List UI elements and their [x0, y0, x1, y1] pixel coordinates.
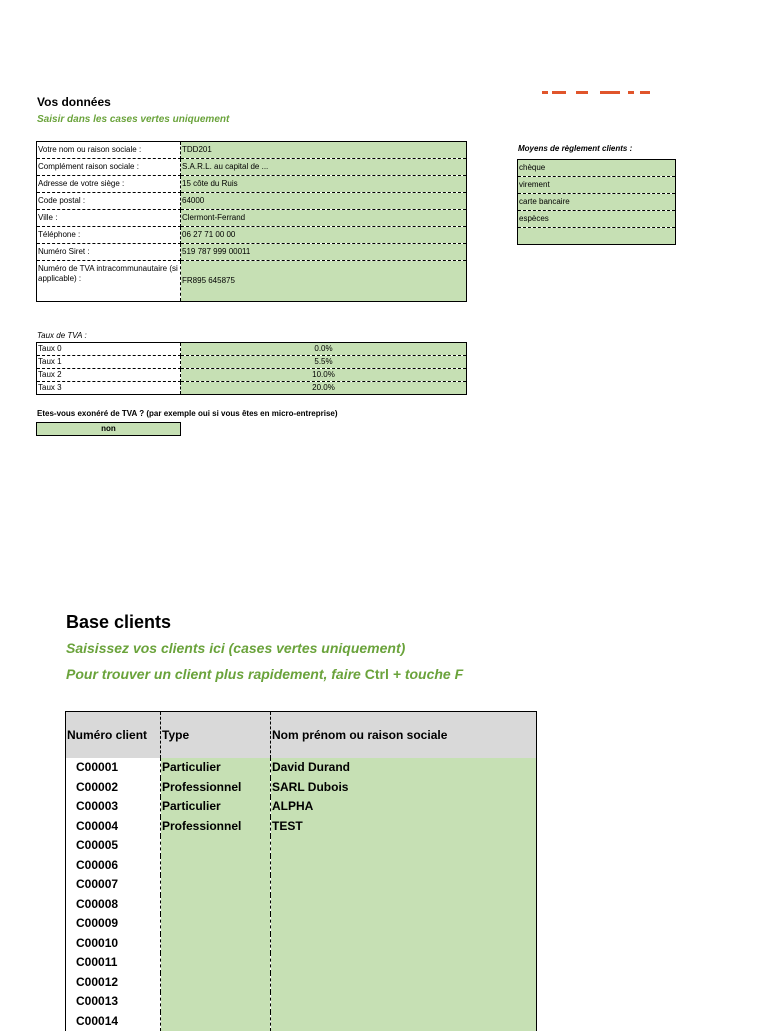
client-number: C00005	[66, 836, 161, 856]
client-type[interactable]: Particulier	[161, 758, 271, 778]
table-row	[66, 817, 537, 837]
search-hint-suffix: + touche F	[389, 666, 463, 682]
client-name[interactable]	[271, 1012, 537, 1031]
tva-value[interactable]: 5.5%	[181, 356, 467, 369]
client-name[interactable]: SARL Dubois	[271, 778, 537, 798]
client-number: C00002	[66, 778, 161, 798]
payment-method-item[interactable]: chèque	[518, 160, 676, 177]
payment-method-item[interactable]: carte bancaire	[518, 194, 676, 211]
info-label: Adresse de votre siège :	[37, 176, 181, 193]
client-name[interactable]	[271, 992, 537, 1012]
info-value-city[interactable]: Clermont-Ferrand	[181, 210, 467, 227]
table-row	[66, 934, 537, 954]
vat-exemption-question: Etes-vous exonéré de TVA ? (par exemple oui si vous êtes en micro-entreprise)	[37, 409, 338, 418]
table-row	[66, 778, 537, 798]
column-header-number: Numéro client	[66, 712, 161, 759]
info-value-postal-code[interactable]: 64000	[181, 193, 467, 210]
table-row	[66, 875, 537, 895]
info-label: Votre nom ou raison sociale :	[37, 142, 181, 159]
client-number: C00013	[66, 992, 161, 1012]
client-number: C00008	[66, 895, 161, 915]
logo-fragment	[542, 88, 650, 96]
info-label: Ville :	[37, 210, 181, 227]
client-type[interactable]	[161, 836, 271, 856]
client-type[interactable]	[161, 992, 271, 1012]
payment-methods-table	[517, 159, 676, 245]
client-name[interactable]	[271, 973, 537, 993]
client-number: C00010	[66, 934, 161, 954]
client-number: C00003	[66, 797, 161, 817]
client-type[interactable]	[161, 1012, 271, 1031]
client-name[interactable]	[271, 875, 537, 895]
column-header-name: Nom prénom ou raison sociale	[271, 712, 537, 759]
client-type[interactable]: Particulier	[161, 797, 271, 817]
client-name[interactable]: TEST	[271, 817, 537, 837]
payment-method-item[interactable]	[518, 228, 676, 245]
client-name[interactable]	[271, 953, 537, 973]
tva-value[interactable]: 20.0%	[181, 382, 467, 395]
company-info-table	[36, 141, 467, 302]
client-type[interactable]	[161, 875, 271, 895]
column-header-type: Type	[161, 712, 271, 759]
tva-table	[36, 342, 467, 395]
vat-exemption-answer[interactable]: non	[36, 422, 181, 436]
info-value-siret[interactable]: 519 787 999 00011	[181, 244, 467, 261]
clients-table	[65, 711, 537, 1031]
base-clients-search-hint	[66, 666, 463, 682]
client-name[interactable]	[271, 836, 537, 856]
tva-value[interactable]: 10.0%	[181, 369, 467, 382]
table-row	[66, 856, 537, 876]
base-clients-subtitle: Saisissez vos clients ici (cases vertes uniquement)	[66, 640, 405, 656]
base-clients-title: Base clients	[66, 612, 171, 633]
info-value-complement[interactable]: S.A.R.L. au capital de ...	[181, 159, 467, 176]
info-value-address[interactable]: 15 côte du Ruis	[181, 176, 467, 193]
client-number: C00006	[66, 856, 161, 876]
info-label: Téléphone :	[37, 227, 181, 244]
client-name[interactable]	[271, 895, 537, 915]
table-row	[66, 973, 537, 993]
table-row	[66, 895, 537, 915]
info-value-name[interactable]: TDD201	[181, 142, 467, 159]
table-row	[66, 914, 537, 934]
tva-label: Taux 2	[37, 369, 181, 382]
client-number: C00004	[66, 817, 161, 837]
table-row	[66, 836, 537, 856]
table-row	[66, 1012, 537, 1031]
info-label: Complément raison sociale :	[37, 159, 181, 176]
vos-donnees-subtitle: Saisir dans les cases vertes uniquement	[37, 114, 229, 125]
payment-methods-title: Moyens de règlement clients :	[518, 144, 632, 153]
client-type[interactable]: Professionnel	[161, 778, 271, 798]
vos-donnees-title: Vos données	[37, 95, 111, 109]
tva-label: Taux 1	[37, 356, 181, 369]
client-type[interactable]	[161, 914, 271, 934]
client-type[interactable]	[161, 934, 271, 954]
client-name[interactable]	[271, 914, 537, 934]
tva-label: Taux 3	[37, 382, 181, 395]
table-row	[66, 953, 537, 973]
table-row	[66, 758, 537, 778]
client-name[interactable]: ALPHA	[271, 797, 537, 817]
search-hint-prefix: Pour trouver un client plus rapidement, faire	[66, 666, 365, 682]
info-label: Code postal :	[37, 193, 181, 210]
client-number: C00007	[66, 875, 161, 895]
info-label: Numéro Siret :	[37, 244, 181, 261]
info-label: Numéro de TVA intracommunautaire (si applicable) :	[37, 261, 181, 302]
tva-title: Taux de TVA :	[37, 331, 87, 340]
info-value-vat-number[interactable]: FR895 645875	[181, 261, 467, 302]
info-value-phone[interactable]: 06 27 71 00 00	[181, 227, 467, 244]
client-type[interactable]	[161, 856, 271, 876]
search-hint-keys: Ctrl	[365, 666, 389, 682]
table-row	[66, 992, 537, 1012]
client-name[interactable]	[271, 934, 537, 954]
client-type[interactable]	[161, 895, 271, 915]
client-number: C00001	[66, 758, 161, 778]
tva-label: Taux 0	[37, 343, 181, 356]
client-number: C00009	[66, 914, 161, 934]
client-type[interactable]	[161, 973, 271, 993]
table-row	[66, 797, 537, 817]
client-name[interactable]: David Durand	[271, 758, 537, 778]
client-number: C00012	[66, 973, 161, 993]
client-type[interactable]: Professionnel	[161, 817, 271, 837]
client-number: C00011	[66, 953, 161, 973]
client-name[interactable]	[271, 856, 537, 876]
tva-value[interactable]: 0.0%	[181, 343, 467, 356]
client-number: C00014	[66, 1012, 161, 1031]
payment-method-item[interactable]: espèces	[518, 211, 676, 228]
client-type[interactable]	[161, 953, 271, 973]
payment-method-item[interactable]: virement	[518, 177, 676, 194]
